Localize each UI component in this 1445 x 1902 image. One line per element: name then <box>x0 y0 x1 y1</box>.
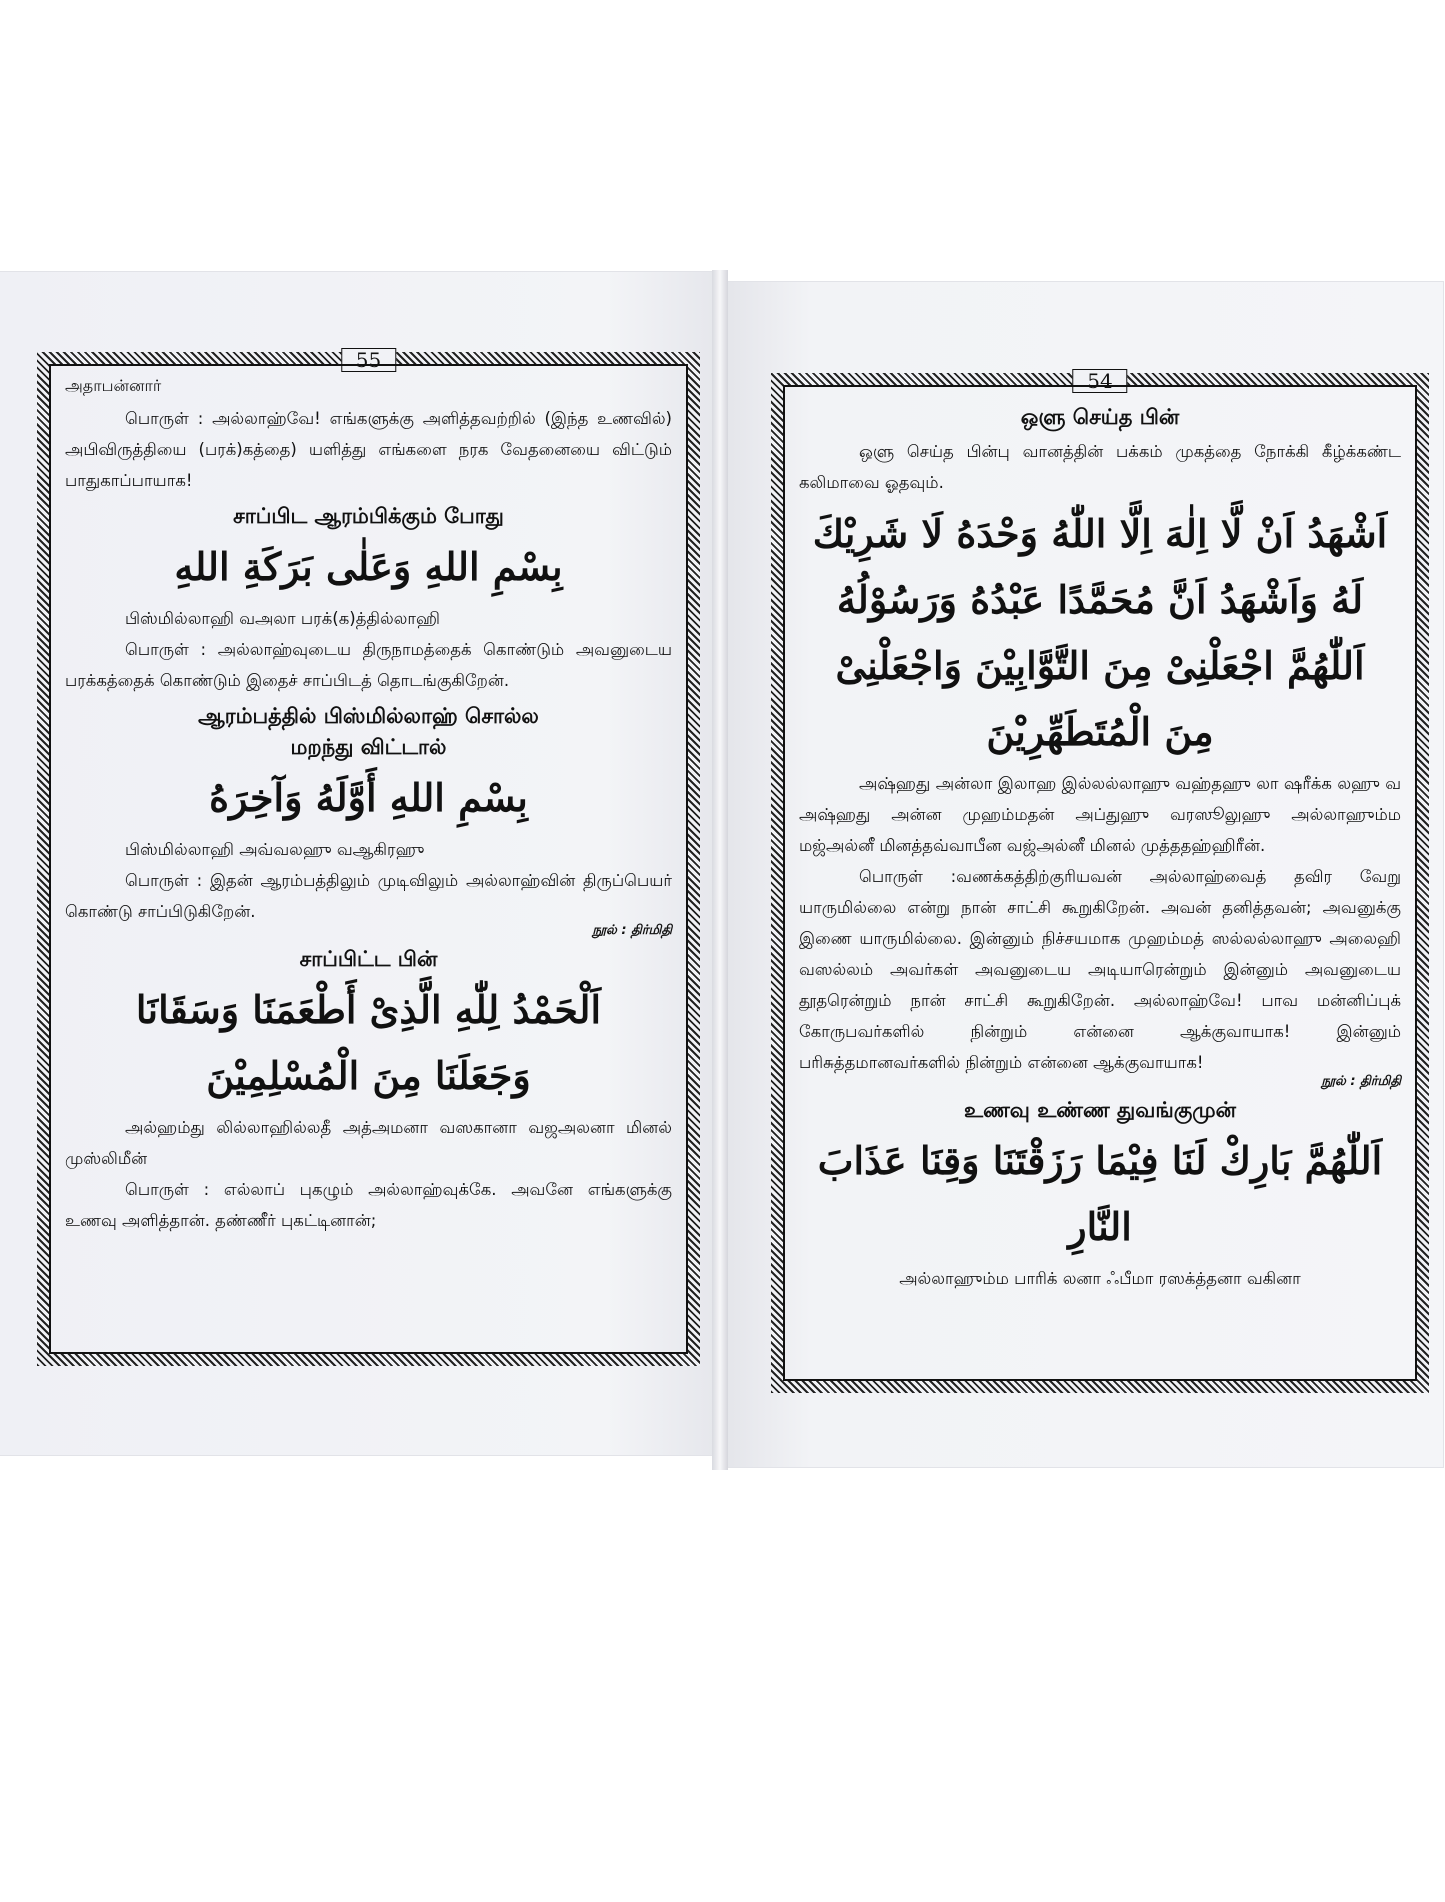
meaning-kalima: பொருள் :வணக்கத்திற்குரியவன் அல்லாஹ்வைத் தவிர வேறு யாருமில்லை என்று நான் சாட்சி கூறுகிறேன். அவன் தனித்தவன்; அவனுக்கு இணை யாருமில்லை. இன்னும் நிச்சயமாக முஹம்மத் ஸல்லல்லாஹு அலைஹி வஸல்லம் அவர்கள் அவனுடைய அடியாரென்றும் இன்னும் அவனுடைய தூதரென்றும் நான் சாட்சி கூறுகிறேன். அல்லாஹ்வே! பாவ மன்னிப்புக் கோருபவர்களில் நின்றும் என்னை ஆக்குவாயாக! இன்னும் பரிசுத்தமானவர்களில் நின்றும் என்னை ஆக்குவாயாக! <box>799 867 1401 1072</box>
transliteration-3: அல்ஹம்து லில்லாஹில்லதீ அத்அமனா வஸகானா வஜஅலனா மினல் முஸ்லிமீன் <box>65 1118 672 1168</box>
arabic-dua-3-line1: اَلْحَمْدُ لِلّٰهِ الَّذِىْ أَطْعَمَنَا وَسَقَانَا <box>135 987 602 1032</box>
transliteration-2: பிஸ்மில்லாஹி அவ்வலஹு வஆகிரஹு <box>125 840 425 859</box>
page-number-right: 54 <box>1072 369 1127 393</box>
heading-before-meal: உணவு உண்ண துவங்குமுன் <box>964 1098 1236 1122</box>
arabic-meal-dua-line2: النَّارِ <box>1068 1204 1132 1249</box>
heading-forgot-bismillah-line2: மறந்து விட்டால் <box>290 735 447 759</box>
transliteration-1: பிஸ்மில்லாஹி வஅலா பரக்(க)த்தில்லாஹி <box>125 609 440 628</box>
book-spine <box>712 270 728 1470</box>
meaning-paragraph-1: பொருள் : அல்லாஹ்வே! எங்களுக்கு அளித்தவற்றில் (இந்த உணவில்) அபிவிருத்தியை (பரக்)கத்தை) யளித்து எங்களை நரக வேதனையை விட்டும் பாதுகாப்பாயாக! <box>65 409 672 490</box>
page-number-left: 55 <box>341 348 396 372</box>
arabic-kalima-line4: مِنَ الْمُتَطَهِّرِيْنَ <box>986 709 1214 754</box>
heading-before-eating: சாப்பிட ஆரம்பிக்கும் போது <box>233 504 504 528</box>
transliteration-meal-dua: அல்லாஹும்ம பாரிக் லனா ஃபீமா ரஸக்த்தனா வகினா <box>899 1269 1301 1288</box>
meaning-paragraph-2: பொருள் : அல்லாஹ்வுடைய திருநாமத்தைக் கொண்டும் அவனுடைய பரக்கத்தைக் கொண்டும் இதைச் சாப்பிடத் தொடங்குகிறேன். <box>65 640 672 690</box>
source-citation-right: நூல் : திர்மிதி <box>1321 1074 1401 1089</box>
instruction-paragraph: ஒளு செய்த பின்பு வானத்தின் பக்கம் முகத்தை நோக்கி கீழ்க்கண்ட கலிமாவை ஓதவும். <box>799 442 1401 492</box>
left-page-border <box>37 348 700 1366</box>
arabic-kalima-line2: لَهُ وَاَشْهَدُ اَنَّ مُحَمَّدًا عَبْدُهُ وَرَسُوْلُهُ <box>836 577 1364 622</box>
heading-after-eating: சாப்பிட்ட பின் <box>299 947 438 971</box>
heading-forgot-bismillah-line1: ஆரம்பத்தில் பிஸ்மில்லாஹ் சொல்ல <box>198 704 539 728</box>
left-page-content <box>49 364 688 1354</box>
arabic-meal-dua-line1: اَللّٰهُمَّ بَارِكْ لَنَا فِيْمَا رَزَقْتَنَا وَقِنَا عَذَابَ <box>817 1138 1383 1183</box>
arabic-dua-2: بِسْمِ اللهِ أَوَّلَهُ وَآخِرَهُ <box>209 775 528 820</box>
arabic-dua-3-line2: وَجَعَلَنَا مِنَ الْمُسْلِمِيْنَ <box>206 1053 531 1098</box>
right-page-content <box>783 385 1417 1381</box>
meaning-paragraph-3: பொருள் : இதன் ஆரம்பத்திலும் முடிவிலும் அல்லாஹ்வின் திருப்பெயர் கொண்டு சாப்பிடுகிறேன். <box>65 871 672 921</box>
running-word: அதாபன்னார் <box>65 376 162 395</box>
arabic-kalima-line3: اَللّٰهُمَّ اجْعَلْنِىْ مِنَ التَّوَّابِيْنَ وَاجْعَلْنِىْ <box>835 643 1365 688</box>
source-citation-left: நூல் : திர்மிதி <box>592 923 672 938</box>
heading-after-wudu: ஒளு செய்த பின் <box>1020 405 1180 429</box>
transliteration-kalima: அஷ்ஹது அன்லா இலாஹ இல்லல்லாஹு வஹ்தஹு லா ஷரீக்க லஹு வ அஷ்ஹது அன்ன முஹம்மதன் அப்துஹு வரஸூலுஹு அல்லாஹும்ம மஜ்அல்னீ மினத்தவ்வாபீன வஜ்அல்னீ மினல் முத்ததஹ்ஹிரீன். <box>799 774 1401 855</box>
meaning-paragraph-4: பொருள் : எல்லாப் புகழும் அல்லாஹ்வுக்கே. அவனே எங்களுக்கு உணவு அளித்தான். தண்ணீர் புகட்டினான்; <box>65 1180 672 1230</box>
arabic-dua-1: بِسْمِ اللهِ وَعَلٰى بَرَكَةِ اللهِ <box>174 544 563 589</box>
arabic-kalima-line1: اَشْهَدُ اَنْ لَّا اِلٰهَ اِلَّا اللّٰهُ وَحْدَهُ لَا شَرِيْكَ <box>812 511 1388 556</box>
right-page-border <box>771 369 1429 1393</box>
